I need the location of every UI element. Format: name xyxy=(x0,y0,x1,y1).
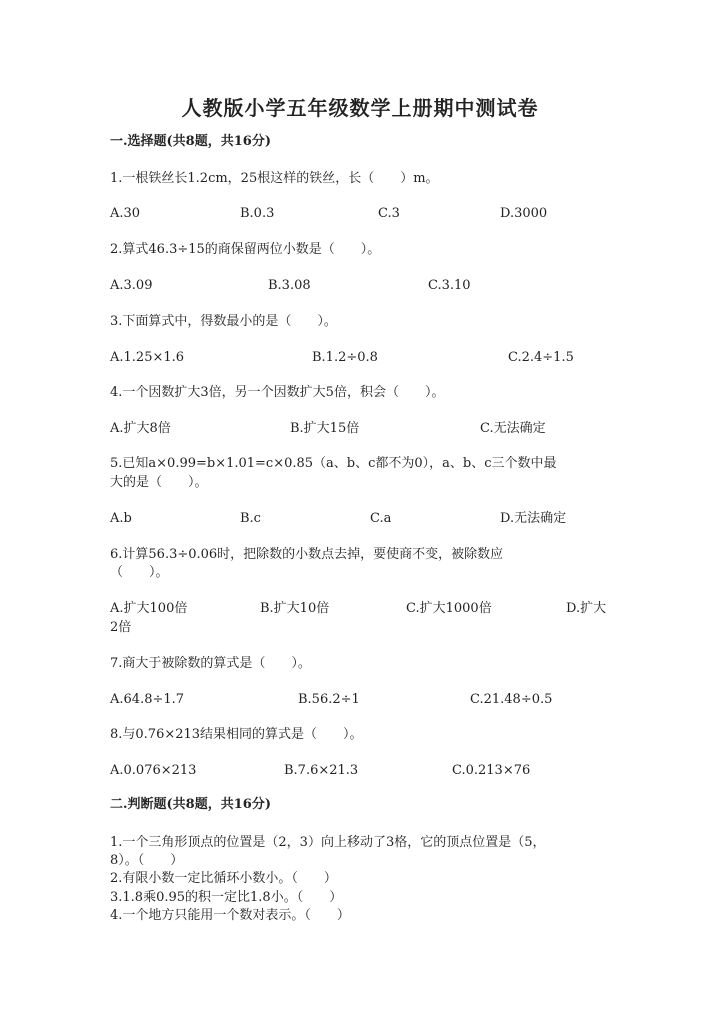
option-c: C.a xyxy=(370,511,392,526)
option-c: C.3 xyxy=(378,206,400,221)
judge-item: 1.一个三角形顶点的位置是（2，3）向上移动了3格，它的顶点位置是（5， xyxy=(110,835,546,850)
section-heading-judge: 二.判断题(共8题，共16分) xyxy=(110,797,271,812)
option-b: B.扩大15倍 xyxy=(290,421,360,436)
judge-item: 2.有限小数一定比循环小数小。（ ） xyxy=(110,871,337,886)
option-d: D.无法确定 xyxy=(500,511,567,526)
option-b: B.c xyxy=(240,511,261,526)
option-a: A.1.25×1.6 xyxy=(110,350,185,365)
option-b: B.0.3 xyxy=(240,206,275,221)
question-stem: 2.算式46.3÷15的商保留两位小数是（ ）。 xyxy=(110,242,381,257)
question-stem-cont: （ ）。 xyxy=(110,565,169,580)
option-d-wrap: 2倍 xyxy=(110,620,132,635)
option-a: A.3.09 xyxy=(110,278,153,293)
option-a: A.0.076×213 xyxy=(110,763,197,778)
question-stem: 8.与0.76×213结果相同的算式是（ ）。 xyxy=(110,727,363,742)
option-a: A.30 xyxy=(110,206,141,221)
question-stem: 1.一根铁丝长1.2cm，25根这样的铁丝，长（ ）m。 xyxy=(110,171,439,186)
option-b: B.扩大10倍 xyxy=(260,601,330,616)
option-b: B.3.08 xyxy=(268,278,311,293)
question-stem: 6.计算56.3÷0.06时，把除数的小数点去掉，要使商不变，被除数应 xyxy=(110,547,504,562)
option-d: D.扩大 xyxy=(566,601,607,616)
option-c: C.无法确定 xyxy=(480,421,546,436)
question-stem: 3.下面算式中，得数最小的是（ ）。 xyxy=(110,314,337,329)
option-c: C.21.48÷0.5 xyxy=(470,692,553,707)
judge-item-cont: 8）。（ ） xyxy=(110,853,184,868)
option-b: B.1.2÷0.8 xyxy=(312,350,378,365)
question-stem: 5.已知a×0.99=b×1.01=c×0.85（a、b、c都不为0），a、b、c三个数中最 xyxy=(110,456,557,471)
option-c: C.2.4÷1.5 xyxy=(508,350,574,365)
option-c: C.扩大1000倍 xyxy=(406,601,492,616)
option-b: B.56.2÷1 xyxy=(298,692,360,707)
option-a: A.b xyxy=(110,511,132,526)
section-heading-choice: 一.选择题(共8题，共16分) xyxy=(110,134,271,149)
question-stem: 7.商大于被除数的算式是（ ）。 xyxy=(110,656,311,671)
option-d: D.3000 xyxy=(500,206,548,221)
question-stem: 4.一个因数扩大3倍，另一个因数扩大5倍，积会（ ）。 xyxy=(110,385,445,400)
question-stem-cont: 大的是（ ）。 xyxy=(110,475,208,490)
option-c: C.0.213×76 xyxy=(452,763,531,778)
option-b: B.7.6×21.3 xyxy=(284,763,359,778)
judge-item: 3.1.8乘0.95的积一定比1.8小。（ ） xyxy=(110,890,343,905)
option-a: A.64.8÷1.7 xyxy=(110,692,185,707)
option-a: A.扩大8倍 xyxy=(110,421,171,436)
option-c: C.3.10 xyxy=(428,278,471,293)
page-title: 人教版小学五年级数学上册期中测试卷 xyxy=(181,96,539,120)
judge-item: 4.一个地方只能用一个数对表示。（ ） xyxy=(110,908,350,923)
option-a: A.扩大100倍 xyxy=(110,601,188,616)
